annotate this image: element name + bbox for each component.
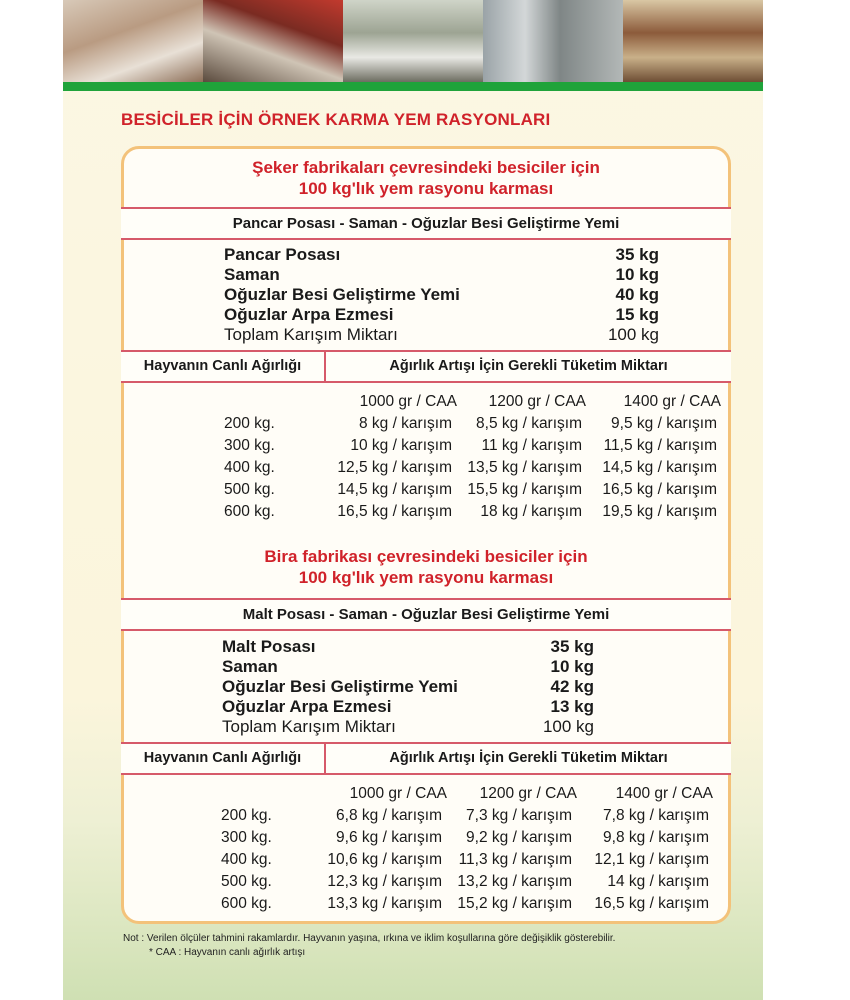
ingredient-amount: 40 kg — [615, 285, 659, 304]
value-cell: 16,5 kg / karışım — [602, 481, 717, 498]
value-cell: 13,3 kg / karışım — [327, 895, 442, 912]
value-cell: 12,1 kg / karışım — [594, 851, 709, 868]
ingredient-name: Saman — [224, 265, 280, 284]
ingredient-amount: 100 kg — [542, 717, 594, 736]
value-cell: 9,5 kg / karışım — [611, 415, 717, 432]
section-1-heading-line1: Şeker fabrikaları çevresindeki besiciler için — [252, 158, 600, 177]
header-photo-strip — [63, 0, 763, 82]
ingredient-name: Oğuzlar Besi Geliştirme Yemi — [222, 677, 458, 696]
footnote — [123, 932, 615, 960]
column-header: 1000 gr / CAA — [349, 785, 447, 802]
value-cell: 10 kg / karışım — [350, 437, 452, 454]
value-cell: 11,5 kg / karışım — [603, 437, 717, 454]
section-1-ingredients — [224, 245, 659, 345]
value-cell: 14,5 kg / karışım — [602, 459, 717, 476]
ingredient-row — [222, 637, 594, 657]
ingredient-row — [222, 657, 594, 677]
table-row — [124, 807, 728, 829]
table-row — [124, 415, 728, 437]
weight-cell: 600 kg. — [221, 895, 272, 912]
weight-cell: 500 kg. — [224, 481, 275, 498]
ingredient-amount: 10 kg — [615, 265, 659, 284]
value-cell: 9,6 kg / karışım — [336, 829, 442, 846]
weight-cell: 200 kg. — [224, 415, 275, 432]
value-cell: 8,5 kg / karışım — [476, 415, 582, 432]
ingredient-row — [224, 265, 659, 285]
value-cell: 14 kg / karışım — [607, 873, 709, 890]
value-cell: 9,8 kg / karışım — [603, 829, 709, 846]
control-room-photo — [203, 0, 343, 82]
section-2-heading — [124, 546, 728, 588]
value-cell: 9,2 kg / karışım — [466, 829, 572, 846]
value-cell: 12,5 kg / karışım — [337, 459, 452, 476]
silo-photo — [483, 0, 623, 82]
production-line-photo — [623, 0, 763, 82]
ingredient-amount: 10 kg — [550, 657, 594, 676]
section-2-band-title: Malt Posası - Saman - Oğuzlar Besi Geliştirme Yemi — [121, 598, 731, 631]
footnote-line2: * CAA : Hayvanın canlı ağırlık artışı — [149, 947, 306, 958]
factory-staff-photo — [343, 0, 483, 82]
value-cell: 15,5 kg / karışım — [467, 481, 582, 498]
value-cell: 11,3 kg / karışım — [458, 851, 572, 868]
header-divider — [63, 82, 763, 91]
column-header: 1200 gr / CAA — [479, 785, 577, 802]
value-cell: 19,5 kg / karışım — [602, 503, 717, 520]
ingredient-row — [224, 305, 659, 325]
ingredient-row — [224, 245, 659, 265]
ingredient-name: Oğuzlar Arpa Ezmesi — [224, 305, 394, 324]
section-1-band-title: Pancar Posası - Saman - Oğuzlar Besi Geliştirme Yemi — [121, 207, 731, 240]
ingredient-amount: 100 kg — [607, 325, 659, 344]
value-cell: 16,5 kg / karışım — [337, 503, 452, 520]
consumption-header: Ağırlık Artışı İçin Gerekli Tüketim Miktarı — [389, 358, 668, 374]
consumption-header: Ağırlık Artışı İçin Gerekli Tüketim Miktarı — [389, 750, 668, 766]
weight-cell: 200 kg. — [221, 807, 272, 824]
value-cell: 16,5 kg / karışım — [594, 895, 709, 912]
value-cell: 8 kg / karışım — [358, 415, 452, 432]
footnote-line1: Not : Verilen ölçüler tahmini rakamlardır. Hayvanın yaşına, ırkına ve iklim koşullarına göre değişiklik gösterebilir. — [123, 933, 616, 944]
value-cell: 12,3 kg / karışım — [327, 873, 442, 890]
value-cell: 7,8 kg / karışım — [603, 807, 709, 824]
section-1-heading — [124, 157, 728, 199]
live-weight-header: Hayvanın Canlı Ağırlığı — [121, 352, 326, 381]
ingredient-amount: 13 kg — [550, 697, 594, 716]
weight-cell: 600 kg. — [224, 503, 275, 520]
column-header-row — [124, 393, 728, 415]
table-row — [124, 503, 728, 525]
table-row — [124, 829, 728, 851]
ingredient-name: Toplam Karışım Miktarı — [222, 717, 396, 736]
value-cell: 15,2 kg / karışım — [457, 895, 572, 912]
table-row — [124, 481, 728, 503]
value-cell: 10,6 kg / karışım — [327, 851, 442, 868]
ingredient-name: Toplam Karışım Miktarı — [224, 325, 398, 344]
section-2-heading-line2: 100 kg'lık yem rasyonu karması — [298, 568, 554, 587]
table-row — [124, 459, 728, 481]
ingredient-amount: 35 kg — [615, 245, 659, 264]
ingredient-amount: 15 kg — [615, 305, 659, 324]
ingredient-name: Pancar Posası — [224, 245, 341, 264]
value-cell: 13,5 kg / karışım — [467, 459, 582, 476]
value-cell: 6,8 kg / karışım — [336, 807, 442, 824]
ingredient-total-row — [222, 717, 594, 737]
value-cell: 7,3 kg / karışım — [466, 807, 572, 824]
section-2-ingredients — [222, 637, 594, 737]
page-title: BESİCİLER İÇİN ÖRNEK KARMA YEM RASYONLARI — [121, 110, 551, 129]
table-row — [124, 437, 728, 459]
ingredient-row — [222, 697, 594, 717]
weight-cell: 300 kg. — [221, 829, 272, 846]
ration-card — [121, 146, 731, 924]
section-2-table-header — [121, 742, 731, 775]
section-2-heading-line1: Bira fabrikası çevresindeki besiciler için — [264, 547, 588, 566]
column-header: 1000 gr / CAA — [359, 393, 457, 410]
value-cell: 14,5 kg / karışım — [337, 481, 452, 498]
column-header: 1400 gr / CAA — [615, 785, 713, 802]
brochure-page — [63, 0, 763, 1000]
value-cell: 18 kg / karışım — [480, 503, 582, 520]
column-header: 1400 gr / CAA — [623, 393, 721, 410]
lab-worker-photo — [63, 0, 203, 82]
ingredient-row — [222, 677, 594, 697]
ingredient-name: Oğuzlar Arpa Ezmesi — [222, 697, 392, 716]
column-header-row — [124, 785, 728, 807]
ingredient-row — [224, 285, 659, 305]
table-row — [124, 873, 728, 895]
ingredient-name: Saman — [222, 657, 278, 676]
table-row — [124, 895, 728, 917]
ingredient-total-row — [224, 325, 659, 345]
weight-cell: 400 kg. — [224, 459, 275, 476]
live-weight-header: Hayvanın Canlı Ağırlığı — [121, 744, 326, 773]
ingredient-name: Malt Posası — [222, 637, 316, 656]
value-cell: 13,2 kg / karışım — [457, 873, 572, 890]
column-header: 1200 gr / CAA — [488, 393, 586, 410]
value-cell: 11 kg / karışım — [481, 437, 582, 454]
ingredient-amount: 35 kg — [550, 637, 594, 656]
ingredient-amount: 42 kg — [550, 677, 594, 696]
weight-cell: 500 kg. — [221, 873, 272, 890]
table-row — [124, 851, 728, 873]
section-1-table-header — [121, 350, 731, 383]
section-1-heading-line2: 100 kg'lık yem rasyonu karması — [298, 179, 554, 198]
weight-cell: 400 kg. — [221, 851, 272, 868]
weight-cell: 300 kg. — [224, 437, 275, 454]
ingredient-name: Oğuzlar Besi Geliştirme Yemi — [224, 285, 460, 304]
